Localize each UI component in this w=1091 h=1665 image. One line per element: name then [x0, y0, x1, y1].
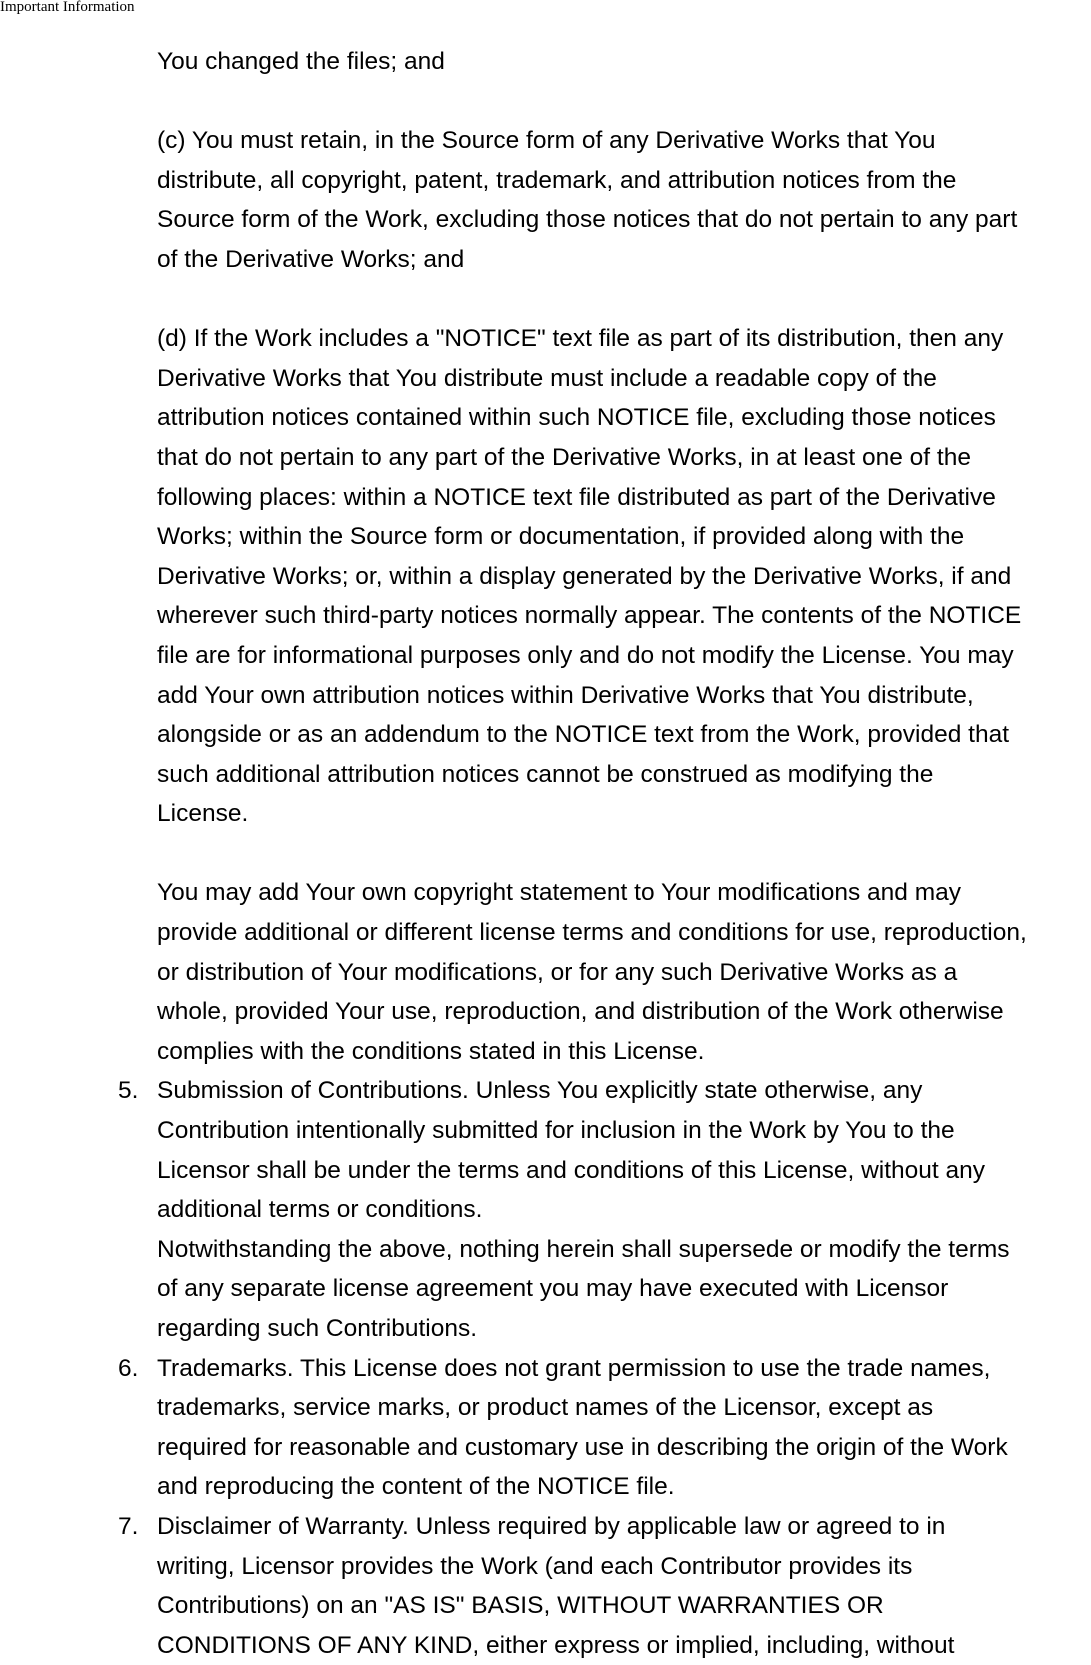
list-item-number: 6.	[118, 1354, 139, 1382]
paragraph-clause-d	[157, 319, 1091, 834]
text-line: whole, provided Your use, reproduction, and distribution of the Work otherwise	[157, 998, 1004, 1026]
paragraph-own-copyright	[157, 873, 1091, 1071]
text-line: Licensor shall be under the terms and conditions of this License, without any	[157, 1156, 986, 1184]
paragraph-clause-c	[157, 121, 1091, 279]
text-line: distribute, all copyright, patent, trademark, and attribution notices from the	[157, 166, 957, 194]
paragraph-spacer	[157, 280, 1091, 320]
text-line: that do not pertain to any part of the Derivative Works, in at least one of the	[157, 443, 971, 471]
page-header-title: Important Information	[0, 0, 135, 15]
text-line: complies with the conditions stated in this License.	[157, 1037, 705, 1065]
text-line: such additional attribution notices cannot be construed as modifying the	[157, 760, 934, 788]
text-line: alongside or as an addendum to the NOTICE text from the Work, provided that	[157, 721, 1010, 749]
text-line: provide additional or different license terms and conditions for use, reproduction,	[157, 919, 1027, 947]
paragraph-intro-tail	[157, 42, 1091, 82]
text-line: of any separate license agreement you may have executed with Licensor	[157, 1275, 949, 1303]
list-item-7	[118, 1507, 1091, 1665]
text-line: Contributions) on an "AS IS" BASIS, WITHOUT WARRANTIES OR	[157, 1592, 884, 1620]
text-line: Derivative Works that You distribute must include a readable copy of the	[157, 364, 937, 392]
text-line: required for reasonable and customary use in describing the origin of the Work	[157, 1433, 1008, 1461]
text-line: (c) You must retain, in the Source form of any Derivative Works that You	[157, 127, 936, 155]
list-item-6	[118, 1349, 1091, 1507]
text-line: License.	[157, 800, 249, 828]
text-line: additional terms or conditions.	[157, 1196, 483, 1224]
text-line: Contribution intentionally submitted for inclusion in the Work by You to the	[157, 1117, 955, 1145]
list-item-text: Trademarks. This License does not grant permission to use the trade names,	[157, 1354, 991, 1382]
text-line	[118, 1071, 1091, 1111]
text-line: attribution notices contained within such NOTICE file, excluding those notices	[157, 404, 996, 432]
text-line: and reproducing the content of the NOTICE file.	[157, 1473, 675, 1501]
text-line: or distribution of Your modifications, or for any such Derivative Works as a	[157, 958, 958, 986]
license-text	[118, 42, 1091, 1665]
text-line: Works; within the Source form or documentation, if provided along with the	[157, 523, 965, 551]
text-line: Source form of the Work, excluding those notices that do not pertain to any part	[157, 206, 1018, 234]
text-line: file are for informational purposes only and do not modify the License. You may	[157, 641, 1014, 669]
text-line: writing, Licensor provides the Work (and each Contributor provides its	[157, 1552, 913, 1580]
text-line: trademarks, service marks, or product names of the Licensor, except as	[157, 1394, 934, 1422]
paragraph-spacer	[157, 82, 1091, 122]
list-item-5	[118, 1071, 1091, 1348]
text-line	[118, 1507, 1091, 1547]
text-line: You changed the files; and	[157, 48, 445, 75]
list-item-text: Submission of Contributions. Unless You explicitly state otherwise, any	[157, 1077, 923, 1105]
text-line: Notwithstanding the above, nothing herein shall supersede or modify the terms	[157, 1235, 1010, 1263]
list-item-number: 7.	[118, 1512, 139, 1540]
text-line: regarding such Contributions.	[157, 1315, 478, 1342]
text-line: (d) If the Work includes a "NOTICE" text file as part of its distribution, then any	[157, 325, 1004, 353]
text-line: You may add Your own copyright statement to Your modifications and may	[157, 879, 962, 907]
text-line: following places: within a NOTICE text file distributed as part of the Derivative	[157, 483, 996, 511]
text-line: wherever such third-party notices normally appear. The contents of the NOTICE	[157, 602, 1022, 630]
paragraph-spacer	[157, 834, 1091, 874]
text-line: add Your own attribution notices within Derivative Works that You distribute,	[157, 681, 974, 709]
list-item-text: Disclaimer of Warranty. Unless required by applicable law or agreed to in	[157, 1512, 946, 1540]
text-line	[118, 1349, 1091, 1389]
text-line: Derivative Works; or, within a display generated by the Derivative Works, if and	[157, 562, 1012, 590]
text-line: of the Derivative Works; and	[157, 245, 465, 273]
list-item-number: 5.	[118, 1077, 139, 1105]
text-line: CONDITIONS OF ANY KIND, either express or implied, including, without	[157, 1631, 955, 1659]
